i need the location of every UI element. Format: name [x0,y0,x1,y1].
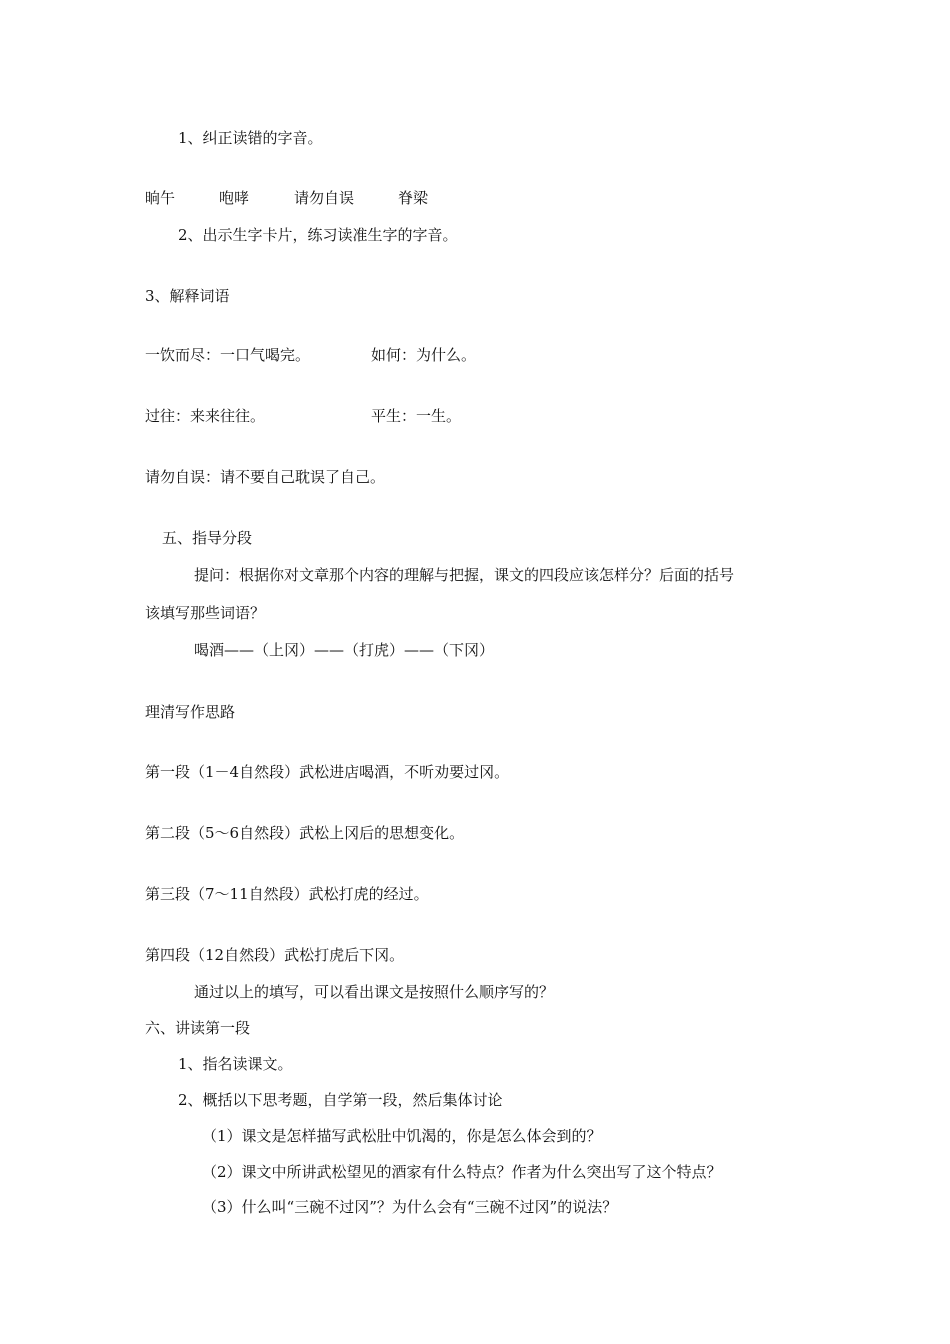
item-correct-pronunciation: 1、纠正读错的字音。 [178,129,323,147]
word-1: 晌午 [145,189,176,207]
discussion-question-3: （3）什么叫“三碗不过冈”？为什么会有“三碗不过冈”的说法？ [202,1198,618,1216]
word-list [145,188,428,208]
item-explain-words: 3、解释词语 [145,287,230,305]
writing-outline-heading: 理清写作思路 [145,703,236,721]
definition-guowang: 过往：来来往往。 [145,407,266,425]
step-self-study: 2、概括以下思考题，自学第一段，然后集体讨论 [178,1091,503,1109]
section-six-heading: 六、讲读第一段 [145,1019,251,1037]
segment-four: 第四段（12自然段）武松打虎后下冈。 [145,946,405,964]
question-paragraph-line-2: 该填写那些词语？ [145,604,266,622]
question-paragraph-line-1: 提问：根据你对文章那个内容的理解与把握，课文的四段应该怎样分？后面的括号 [194,566,735,584]
definition-row-1 [145,345,477,365]
definition-pingsheng: 平生：一生。 [371,407,462,425]
section-five-heading: 五、指导分段 [162,529,253,547]
discussion-question-1: （1）课文是怎样描写武松肚中饥渴的，你是怎么体会到的？ [202,1127,602,1145]
item-show-cards: 2、出示生字卡片，练习读准生字的字音。 [178,226,458,244]
segment-three: 第三段（7～11自然段）武松打虎的经过。 [145,885,429,903]
word-3: 请勿自误 [294,189,355,207]
segment-one: 第一段（1－4自然段）武松进店喝酒，不听劝要过冈。 [145,763,510,781]
segment-two: 第二段（5～6自然段）武松上冈后的思想变化。 [145,824,465,842]
order-question: 通过以上的填写，可以看出课文是按照什么顺序写的？ [194,983,555,1001]
word-4: 脊梁 [398,189,429,207]
definition-yiyinerjin: 一饮而尽：一口气喝完。 [145,346,311,364]
discussion-question-2: （2）课文中所讲武松望见的酒家有什么特点？作者为什么突出写了这个特点？ [202,1163,722,1181]
definition-qingwuziwu: 请勿自误：请不要自己耽误了自己。 [145,468,386,486]
definition-ruhe: 如何：为什么。 [371,346,477,364]
definition-row-2 [145,406,462,426]
word-2: 咆哮 [219,189,250,207]
paragraph-sequence: 喝酒——（上冈）——（打虎）——（下冈） [194,641,495,659]
step-read-aloud: 1、指名读课文。 [178,1055,293,1073]
